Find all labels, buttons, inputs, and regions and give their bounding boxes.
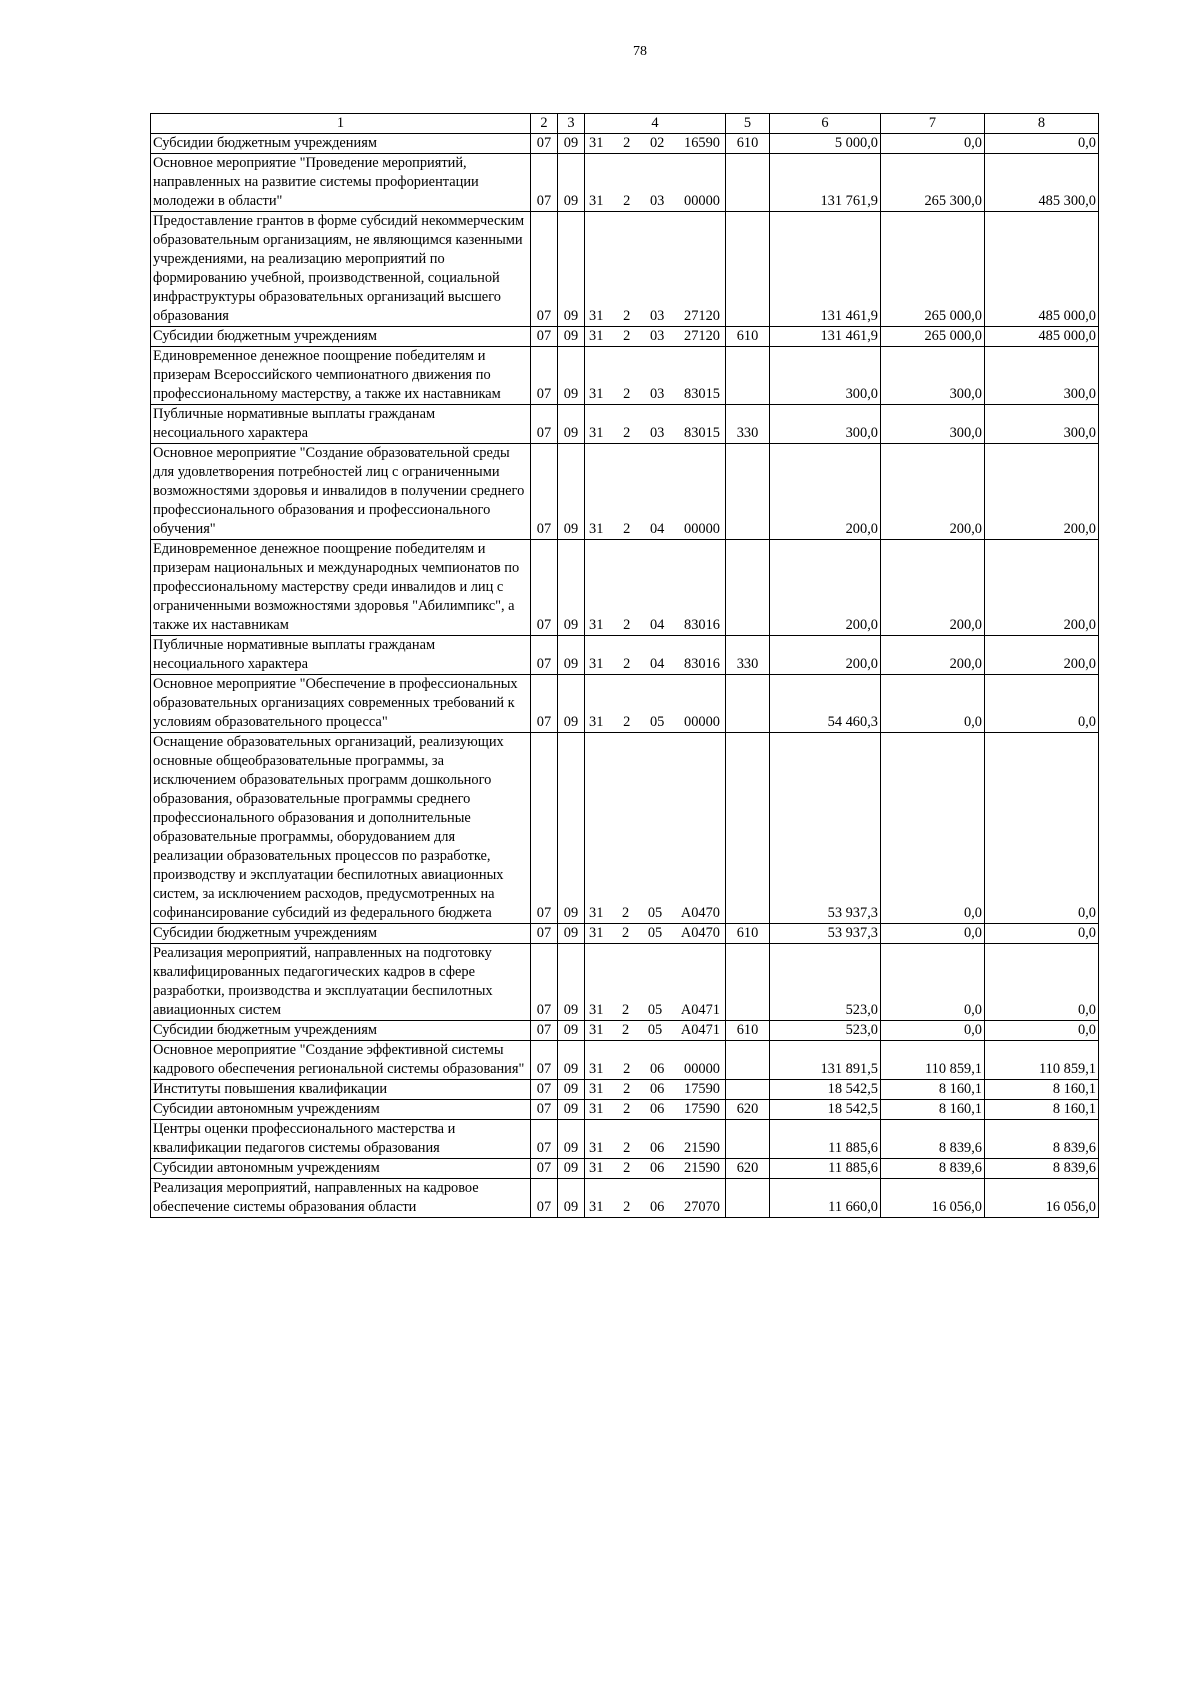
table-row <box>151 675 1099 733</box>
target-article-code <box>585 154 726 212</box>
subsection-code: 09 <box>558 636 585 675</box>
section-code: 07 <box>531 134 558 154</box>
target-article-part: 05 <box>647 905 663 921</box>
amount-col7: 8 160,1 <box>881 1100 985 1120</box>
expense-type-code: 620 <box>726 1100 770 1120</box>
section-code: 07 <box>531 944 558 1021</box>
target-article-code <box>585 444 726 540</box>
item-name: Институты повышения квалификации <box>151 1080 531 1100</box>
target-article-part: 16590 <box>684 135 720 151</box>
amount-col8: 0,0 <box>985 924 1099 944</box>
item-name: Единовременное денежное поощрение победителям и призерам национальных и международных чемпионатов по профессиональному мастерству среди инвалидов и лиц с ограниченными возможностями здоровья "Абилимпикс", а также их наставникам <box>151 540 531 636</box>
expense-type-code: 610 <box>726 327 770 347</box>
subsection-code: 09 <box>558 405 585 444</box>
target-article-part: 2 <box>623 425 631 441</box>
expense-type-code <box>726 1179 770 1218</box>
target-article-part: 83015 <box>684 386 720 402</box>
section-code: 07 <box>531 733 558 924</box>
target-article-part: А0470 <box>680 905 720 921</box>
header-cell: 8 <box>985 114 1099 134</box>
target-article-part: А0471 <box>680 1002 720 1018</box>
amount-col8: 485 300,0 <box>985 154 1099 212</box>
expense-type-code <box>726 733 770 924</box>
target-article-code <box>585 347 726 405</box>
target-article-part: 03 <box>649 386 665 402</box>
amount-col7: 8 160,1 <box>881 1080 985 1100</box>
table-row <box>151 212 1099 327</box>
target-article-code <box>585 944 726 1021</box>
section-code: 07 <box>531 1100 558 1120</box>
target-article-part: 02 <box>649 135 665 151</box>
amount-col6: 11 885,6 <box>770 1120 881 1159</box>
target-article-part: 17590 <box>684 1081 720 1097</box>
target-article-part: 05 <box>647 1002 663 1018</box>
target-article-part: 31 <box>589 328 604 344</box>
target-article-part: 31 <box>589 1002 604 1018</box>
target-article-part: 31 <box>589 714 604 730</box>
table-row <box>151 1159 1099 1179</box>
section-code: 07 <box>531 540 558 636</box>
target-article-part: 2 <box>623 328 631 344</box>
section-code: 07 <box>531 675 558 733</box>
item-name: Субсидии бюджетным учреждениям <box>151 327 531 347</box>
expense-type-code <box>726 212 770 327</box>
target-article-code <box>585 212 726 327</box>
target-article-part: 17590 <box>684 1101 720 1117</box>
table-row <box>151 1179 1099 1218</box>
target-article-part: 31 <box>589 656 604 672</box>
amount-col7: 200,0 <box>881 636 985 675</box>
table-row <box>151 134 1099 154</box>
header-cell: 3 <box>558 114 585 134</box>
amount-col6: 523,0 <box>770 944 881 1021</box>
amount-col6: 5 000,0 <box>770 134 881 154</box>
target-article-part: 27120 <box>684 328 720 344</box>
subsection-code: 09 <box>558 1100 585 1120</box>
amount-col8: 0,0 <box>985 134 1099 154</box>
section-code: 07 <box>531 1179 558 1218</box>
amount-col8: 0,0 <box>985 733 1099 924</box>
target-article-part: 2 <box>623 714 631 730</box>
amount-col6: 53 937,3 <box>770 924 881 944</box>
amount-col6: 11 885,6 <box>770 1159 881 1179</box>
section-code: 07 <box>531 405 558 444</box>
target-article-part: 31 <box>589 1081 604 1097</box>
section-code: 07 <box>531 1159 558 1179</box>
section-code: 07 <box>531 444 558 540</box>
target-article-part: 05 <box>647 925 663 941</box>
section-code: 07 <box>531 1120 558 1159</box>
table-row <box>151 540 1099 636</box>
section-code: 07 <box>531 924 558 944</box>
target-article-part: 2 <box>623 1101 631 1117</box>
target-article-part: 03 <box>649 425 665 441</box>
expense-type-code <box>726 444 770 540</box>
table-row <box>151 405 1099 444</box>
amount-col7: 16 056,0 <box>881 1179 985 1218</box>
target-article-part: 31 <box>589 925 604 941</box>
table-row <box>151 924 1099 944</box>
amount-col7: 265 000,0 <box>881 212 985 327</box>
target-article-parts <box>587 1021 723 1040</box>
table-row <box>151 733 1099 924</box>
amount-col8: 200,0 <box>985 636 1099 675</box>
amount-col6: 18 542,5 <box>770 1080 881 1100</box>
budget-table <box>150 113 1099 1218</box>
target-article-part: 31 <box>589 425 604 441</box>
subsection-code: 09 <box>558 733 585 924</box>
target-article-part: 31 <box>589 1101 604 1117</box>
target-article-part: 2 <box>622 905 630 921</box>
target-article-part: 21590 <box>684 1140 720 1156</box>
amount-col6: 300,0 <box>770 405 881 444</box>
item-name: Центры оценки профессионального мастерства и квалификации педагогов системы образования <box>151 1120 531 1159</box>
target-article-part: 00000 <box>684 521 720 537</box>
subsection-code: 09 <box>558 1159 585 1179</box>
expense-type-code <box>726 154 770 212</box>
target-article-part: А0471 <box>680 1022 720 1038</box>
target-article-parts <box>587 1198 723 1217</box>
section-code: 07 <box>531 1041 558 1080</box>
target-article-code <box>585 327 726 347</box>
table-row <box>151 636 1099 675</box>
expense-type-code <box>726 347 770 405</box>
amount-col8: 8 839,6 <box>985 1120 1099 1159</box>
section-code: 07 <box>531 327 558 347</box>
amount-col6: 200,0 <box>770 444 881 540</box>
target-article-part: 31 <box>589 1160 604 1176</box>
target-article-code <box>585 1100 726 1120</box>
amount-col7: 0,0 <box>881 675 985 733</box>
amount-col7: 300,0 <box>881 405 985 444</box>
item-name: Субсидии бюджетным учреждениям <box>151 924 531 944</box>
table-row <box>151 1100 1099 1120</box>
target-article-parts <box>587 385 723 404</box>
amount-col7: 200,0 <box>881 540 985 636</box>
amount-col7: 0,0 <box>881 733 985 924</box>
subsection-code: 09 <box>558 1041 585 1080</box>
amount-col6: 131 461,9 <box>770 212 881 327</box>
item-name: Субсидии бюджетным учреждениям <box>151 1021 531 1041</box>
table-row <box>151 347 1099 405</box>
target-article-part: 06 <box>649 1140 665 1156</box>
target-article-part: 04 <box>649 521 665 537</box>
expense-type-code <box>726 540 770 636</box>
amount-col7: 8 839,6 <box>881 1120 985 1159</box>
table-row <box>151 1120 1099 1159</box>
item-name: Основное мероприятие "Обеспечение в профессиональных образовательных организациях современных требований к условиям образовательного процесса" <box>151 675 531 733</box>
target-article-part: 06 <box>649 1061 665 1077</box>
target-article-part: 21590 <box>684 1160 720 1176</box>
amount-col7: 8 839,6 <box>881 1159 985 1179</box>
table-row <box>151 154 1099 212</box>
target-article-code <box>585 636 726 675</box>
amount-col8: 0,0 <box>985 675 1099 733</box>
target-article-part: 2 <box>622 1002 630 1018</box>
target-article-part: 2 <box>623 193 631 209</box>
table-row <box>151 1041 1099 1080</box>
target-article-code <box>585 1021 726 1041</box>
header-cell: 2 <box>531 114 558 134</box>
subsection-code: 09 <box>558 347 585 405</box>
header-cell: 5 <box>726 114 770 134</box>
target-article-part: 2 <box>623 1061 631 1077</box>
target-article-parts <box>587 1060 723 1079</box>
target-article-part: 05 <box>647 1022 663 1038</box>
target-article-part: 03 <box>649 193 665 209</box>
amount-col6: 18 542,5 <box>770 1100 881 1120</box>
target-article-part: 31 <box>589 135 604 151</box>
amount-col8: 300,0 <box>985 405 1099 444</box>
expense-type-code <box>726 1041 770 1080</box>
expense-type-code: 610 <box>726 1021 770 1041</box>
item-name: Субсидии бюджетным учреждениям <box>151 134 531 154</box>
target-article-part: 31 <box>589 1199 604 1215</box>
amount-col6: 53 937,3 <box>770 733 881 924</box>
target-article-code <box>585 733 726 924</box>
section-code: 07 <box>531 636 558 675</box>
item-name: Единовременное денежное поощрение победителям и призерам Всероссийского чемпионатного движения по профессиональному мастерству, а также их наставникам <box>151 347 531 405</box>
target-article-part: 2 <box>623 386 631 402</box>
amount-col7: 0,0 <box>881 134 985 154</box>
target-article-parts <box>587 1139 723 1158</box>
expense-type-code <box>726 1120 770 1159</box>
target-article-part: 27120 <box>684 308 720 324</box>
expense-type-code <box>726 1080 770 1100</box>
table-body <box>151 114 1099 1218</box>
target-article-code <box>585 405 726 444</box>
item-name: Реализация мероприятий, направленных на подготовку квалифицированных педагогических кадров в сфере разработки, производства и эксплуатации беспилотных авиационных систем <box>151 944 531 1021</box>
target-article-part: 2 <box>623 135 631 151</box>
target-article-code <box>585 1041 726 1080</box>
target-article-part: 83016 <box>684 617 720 633</box>
target-article-parts <box>587 1080 723 1099</box>
target-article-part: 31 <box>589 308 604 324</box>
header-cell: 7 <box>881 114 985 134</box>
target-article-part: 2 <box>623 1081 631 1097</box>
amount-col8: 300,0 <box>985 347 1099 405</box>
item-name: Публичные нормативные выплаты гражданам несоциального характера <box>151 636 531 675</box>
expense-type-code: 330 <box>726 405 770 444</box>
item-name: Основное мероприятие "Создание образовательной среды для удовлетворения потребностей лиц с ограниченными возможностями здоровья и инвалидов в получении среднего профессионального образования и профессионального обучения" <box>151 444 531 540</box>
target-article-part: 2 <box>623 656 631 672</box>
expense-type-code: 620 <box>726 1159 770 1179</box>
subsection-code: 09 <box>558 924 585 944</box>
target-article-part: 31 <box>589 1022 604 1038</box>
target-article-code <box>585 134 726 154</box>
section-code: 07 <box>531 154 558 212</box>
subsection-code: 09 <box>558 1120 585 1159</box>
table-row <box>151 1021 1099 1041</box>
target-article-part: 27070 <box>684 1199 720 1215</box>
expense-type-code: 610 <box>726 134 770 154</box>
target-article-parts <box>587 520 723 539</box>
amount-col7: 265 300,0 <box>881 154 985 212</box>
header-row <box>151 114 1099 134</box>
target-article-parts <box>587 1001 723 1020</box>
amount-col7: 110 859,1 <box>881 1041 985 1080</box>
amount-col6: 523,0 <box>770 1021 881 1041</box>
target-article-part: 2 <box>623 521 631 537</box>
amount-col6: 54 460,3 <box>770 675 881 733</box>
amount-col7: 0,0 <box>881 1021 985 1041</box>
subsection-code: 09 <box>558 134 585 154</box>
target-article-part: 00000 <box>684 193 720 209</box>
amount-col7: 265 000,0 <box>881 327 985 347</box>
target-article-parts <box>587 424 723 443</box>
target-article-code <box>585 1179 726 1218</box>
item-name: Основное мероприятие "Создание эффективной системы кадрового обеспечения региональной системы образования" <box>151 1041 531 1080</box>
target-article-part: 2 <box>623 1199 631 1215</box>
target-article-part: 00000 <box>684 714 720 730</box>
amount-col6: 200,0 <box>770 636 881 675</box>
section-code: 07 <box>531 1080 558 1100</box>
expense-type-code <box>726 944 770 1021</box>
item-name: Реализация мероприятий, направленных на кадровое обеспечение системы образования области <box>151 1179 531 1218</box>
amount-col6: 131 761,9 <box>770 154 881 212</box>
item-name: Публичные нормативные выплаты гражданам несоциального характера <box>151 405 531 444</box>
subsection-code: 09 <box>558 1021 585 1041</box>
table-row <box>151 327 1099 347</box>
expense-type-code: 610 <box>726 924 770 944</box>
page-number: 78 <box>633 44 647 59</box>
target-article-parts <box>587 655 723 674</box>
target-article-code <box>585 924 726 944</box>
target-article-part: 31 <box>589 617 604 633</box>
amount-col8: 0,0 <box>985 1021 1099 1041</box>
target-article-part: 83016 <box>684 656 720 672</box>
subsection-code: 09 <box>558 444 585 540</box>
amount-col6: 300,0 <box>770 347 881 405</box>
amount-col7: 300,0 <box>881 347 985 405</box>
target-article-part: 06 <box>649 1199 665 1215</box>
table-row <box>151 1080 1099 1100</box>
target-article-parts <box>587 192 723 211</box>
item-name: Субсидии автономным учреждениям <box>151 1100 531 1120</box>
item-name: Субсидии автономным учреждениям <box>151 1159 531 1179</box>
target-article-part: 83015 <box>684 425 720 441</box>
subsection-code: 09 <box>558 154 585 212</box>
target-article-part: А0470 <box>680 925 720 941</box>
target-article-parts <box>587 307 723 326</box>
target-article-part: 00000 <box>684 1061 720 1077</box>
section-code: 07 <box>531 1021 558 1041</box>
item-name: Предоставление грантов в форме субсидий некоммерческим образовательным организациям, не являющимся казенными учреждениями, на реализацию мероприятий по формированию учебной, производственной, социальной инфраструктуры образовательных организаций высшего образования <box>151 212 531 327</box>
amount-col6: 131 461,9 <box>770 327 881 347</box>
target-article-part: 05 <box>649 714 665 730</box>
header-cell: 1 <box>151 114 531 134</box>
amount-col6: 131 891,5 <box>770 1041 881 1080</box>
target-article-part: 06 <box>649 1081 665 1097</box>
subsection-code: 09 <box>558 944 585 1021</box>
expense-type-code: 330 <box>726 636 770 675</box>
target-article-part: 31 <box>589 1140 604 1156</box>
amount-col8: 8 160,1 <box>985 1080 1099 1100</box>
target-article-part: 03 <box>649 308 665 324</box>
target-article-code <box>585 1159 726 1179</box>
target-article-code <box>585 1120 726 1159</box>
target-article-parts <box>587 134 723 153</box>
amount-col8: 200,0 <box>985 540 1099 636</box>
target-article-part: 31 <box>589 905 604 921</box>
target-article-part: 2 <box>623 617 631 633</box>
subsection-code: 09 <box>558 540 585 636</box>
target-article-part: 2 <box>622 1022 630 1038</box>
amount-col8: 485 000,0 <box>985 327 1099 347</box>
target-article-parts <box>587 1159 723 1178</box>
amount-col7: 0,0 <box>881 924 985 944</box>
subsection-code: 09 <box>558 1080 585 1100</box>
target-article-part: 31 <box>589 1061 604 1077</box>
amount-col7: 200,0 <box>881 444 985 540</box>
amount-col8: 110 859,1 <box>985 1041 1099 1080</box>
target-article-parts <box>587 327 723 346</box>
section-code: 07 <box>531 212 558 327</box>
target-article-part: 2 <box>623 1140 631 1156</box>
subsection-code: 09 <box>558 327 585 347</box>
section-code: 07 <box>531 347 558 405</box>
subsection-code: 09 <box>558 675 585 733</box>
target-article-part: 03 <box>649 328 665 344</box>
target-article-parts <box>587 616 723 635</box>
item-name: Основное мероприятие "Проведение мероприятий, направленных на развитие системы профориентации молодежи в области" <box>151 154 531 212</box>
item-name: Оснащение образовательных организаций, реализующих основные общеобразовательные программы, за исключением образовательных программ дошкольного образования, образовательные программы среднего профессионального образования и дополнительные образовательные программы, оборудованием для реализации образовательных процессов по разработке, производству и эксплуатации беспилотных авиационных систем, за исключением расходов, предусмотренных на софинансирование субсидий из федерального бюджета <box>151 733 531 924</box>
subsection-code: 09 <box>558 212 585 327</box>
target-article-parts <box>587 904 723 923</box>
target-article-part: 04 <box>649 617 665 633</box>
target-article-part: 31 <box>589 193 604 209</box>
amount-col8: 8 839,6 <box>985 1159 1099 1179</box>
target-article-part: 06 <box>649 1160 665 1176</box>
table-row <box>151 444 1099 540</box>
expense-type-code <box>726 675 770 733</box>
target-article-part: 31 <box>589 386 604 402</box>
target-article-part: 31 <box>589 521 604 537</box>
header-cell: 6 <box>770 114 881 134</box>
target-article-part: 06 <box>649 1101 665 1117</box>
amount-col6: 200,0 <box>770 540 881 636</box>
target-article-part: 2 <box>622 925 630 941</box>
amount-col8: 485 000,0 <box>985 212 1099 327</box>
target-article-parts <box>587 713 723 732</box>
amount-col8: 16 056,0 <box>985 1179 1099 1218</box>
target-article-part: 2 <box>623 308 631 324</box>
target-article-code <box>585 540 726 636</box>
target-article-code <box>585 1080 726 1100</box>
amount-col8: 200,0 <box>985 444 1099 540</box>
amount-col8: 0,0 <box>985 944 1099 1021</box>
amount-col6: 11 660,0 <box>770 1179 881 1218</box>
header-cell: 4 <box>585 114 726 134</box>
target-article-code <box>585 675 726 733</box>
amount-col8: 8 160,1 <box>985 1100 1099 1120</box>
target-article-part: 04 <box>649 656 665 672</box>
table-row <box>151 944 1099 1021</box>
subsection-code: 09 <box>558 1179 585 1218</box>
target-article-part: 2 <box>623 1160 631 1176</box>
amount-col7: 0,0 <box>881 944 985 1021</box>
target-article-parts <box>587 924 723 943</box>
target-article-parts <box>587 1100 723 1119</box>
